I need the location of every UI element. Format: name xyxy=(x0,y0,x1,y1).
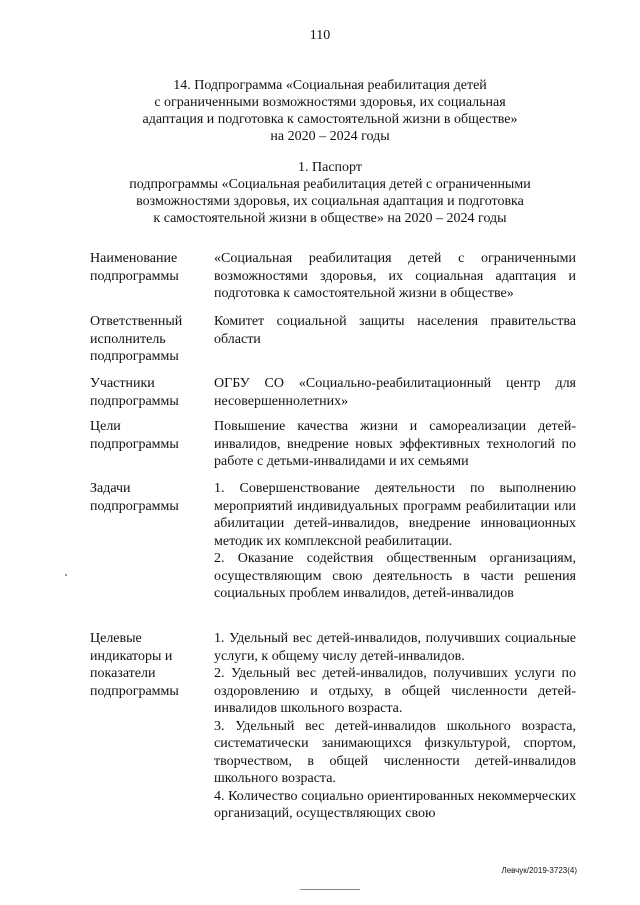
value-paragraph: 2. Оказание содействия общественным организациям, осуществляющим свою деятельность в части решения социальных проблем инвалидов, детей-инвалидов xyxy=(214,551,576,601)
label-line: Цели xyxy=(90,419,121,434)
row-label xyxy=(90,480,208,515)
label-line: подпрограммы xyxy=(90,268,179,284)
passport-subtitle-line: подпрограммы «Социальная реабилитация детей с ограниченными xyxy=(129,177,531,192)
label-line: исполнитель xyxy=(90,331,166,347)
label-line: Ответственный xyxy=(90,314,183,329)
row-value xyxy=(214,630,576,823)
label-line: индикаторы и xyxy=(90,648,173,664)
label-line: подпрограммы xyxy=(90,349,179,364)
label-line: Наименование xyxy=(90,251,178,266)
row-value xyxy=(214,418,576,471)
label-line: Задачи xyxy=(90,481,131,496)
title-line: на 2020 – 2024 годы xyxy=(270,129,390,144)
row-value xyxy=(214,480,576,603)
value-paragraph: «Социальная реабилитация детей с ограниченными возможностями здоровья, их социальная адаптация и подготовка к самостоятельной жизни в обществе» xyxy=(214,251,576,301)
passport-subtitle-line: возможностями здоровья, их социальная адаптация и подготовка xyxy=(136,194,524,209)
value-paragraph: 1. Совершенствование деятельности по выполнению мероприятий индивидуальных программ реабилитации или абилитации детей-инвалидов, внедрение инновационных методик их комплексной реабилитации. xyxy=(214,481,576,549)
value-paragraph: 1. Удельный вес детей-инвалидов, получивших социальные услуги, к общему числу детей-инвалидов. xyxy=(214,631,576,664)
value-paragraph: Повышение качества жизни и самореализации детей-инвалидов, внедрение новых эффективных технологий по работе с детьми-инвалидами и их семьями xyxy=(214,419,576,469)
row-value xyxy=(214,375,576,410)
row-value xyxy=(214,250,576,303)
footer-line xyxy=(300,889,360,890)
subprogram-title xyxy=(80,77,580,145)
label-line: Целевые xyxy=(90,631,142,646)
value-paragraph: ОГБУ СО «Социально-реабилитационный центр для несовершеннолетних» xyxy=(214,376,576,409)
passport-heading xyxy=(80,159,580,227)
document-code: Левчук/2019-3723(4) xyxy=(501,866,577,875)
value-paragraph: Комитет социальной защиты населения правительства области xyxy=(214,314,576,347)
label-line: подпрограммы xyxy=(90,683,179,699)
passport-title: 1. Паспорт xyxy=(298,160,362,175)
row-label xyxy=(90,250,208,285)
label-line: подпрограммы xyxy=(90,498,179,514)
value-paragraph: 4. Количество социально ориентированных некоммерческих организаций, осуществляющих свою xyxy=(214,788,576,821)
title-line: с ограниченными возможностями здоровья, их социальная xyxy=(154,95,506,110)
passport-subtitle-line: к самостоятельной жизни в обществе» на 2020 – 2024 годы xyxy=(153,211,507,226)
label-line: подпрограммы xyxy=(90,436,179,452)
row-label xyxy=(90,375,208,410)
row-label xyxy=(90,418,208,453)
value-paragraph: 2. Удельный вес детей-инвалидов, получивших услуги по оздоровлению и отдыху, в общей численности детей-инвалидов школьного возраста. xyxy=(214,666,576,716)
scan-speck xyxy=(65,574,67,576)
title-line: 14. Подпрограмма «Социальная реабилитация детей xyxy=(173,78,487,93)
page-number: 110 xyxy=(309,28,331,43)
title-line: адаптация и подготовка к самостоятельной жизни в обществе» xyxy=(142,112,518,127)
row-value xyxy=(214,313,576,348)
value-paragraph: 3. Удельный вес детей-инвалидов школьного возраста, систематически занимающихся физкультурой, спортом, творчеством, в общей численности детей-инвалидов школьного возраста. xyxy=(214,718,576,786)
label-line: подпрограммы xyxy=(90,393,179,409)
row-label xyxy=(90,630,208,700)
row-label xyxy=(90,313,208,366)
label-line: показатели xyxy=(90,666,156,681)
label-line: Участники xyxy=(90,376,155,391)
